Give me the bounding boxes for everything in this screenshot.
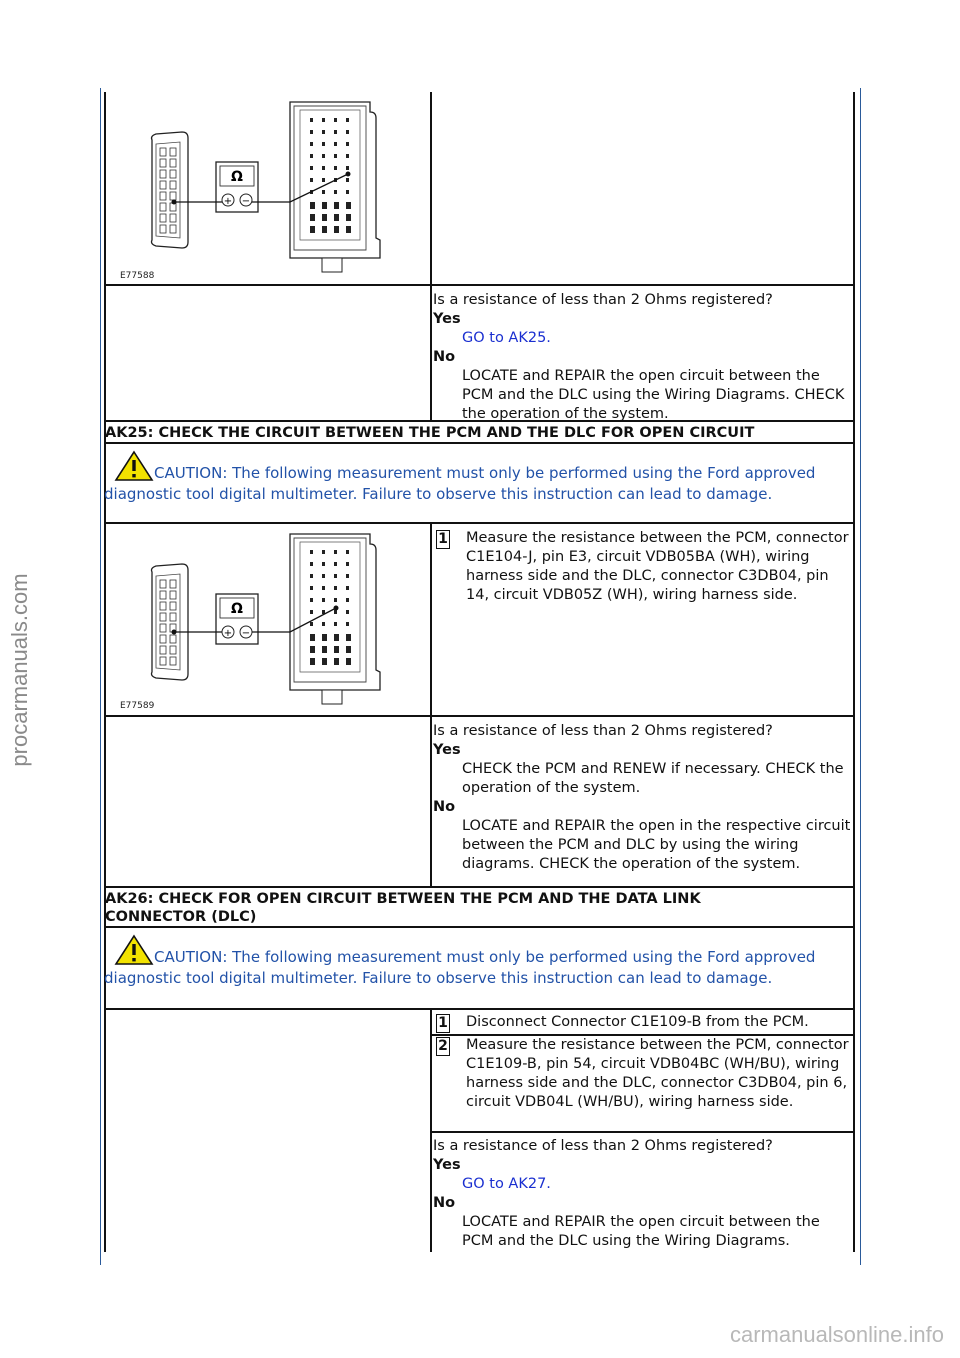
result-cell (432, 1137, 855, 1251)
warning-triangle-icon (114, 934, 154, 966)
step-item (432, 1013, 855, 1032)
ak25-heading: AK25: CHECK THE CIRCUIT BETWEEN THE PCM AND THE DLC FOR OPEN CIRCUIT (105, 425, 755, 441)
caution-text: CAUTION: The following measurement must only be performed using the Ford approved diagnostic tool digital multimeter. Failure to observe this instruction can lead to damage. (104, 464, 816, 503)
fig1-row (104, 92, 855, 286)
step-item (432, 529, 855, 605)
no-label: No (433, 1195, 456, 1211)
no-label: No (433, 799, 456, 815)
warning-triangle-icon (114, 450, 154, 482)
yes-label: Yes (433, 742, 461, 758)
ak26-step1-row (104, 1010, 855, 1034)
caution-text: CAUTION: The following measurement must only be performed using the Ford approved diagnostic tool digital multimeter. Failure to observe this instruction can lead to damage. (104, 948, 816, 987)
result-question: Is a resistance of less than 2 Ohms registered? (433, 1138, 773, 1154)
ohm-symbol: Ω (231, 169, 243, 185)
multimeter-diagram-2 (104, 524, 430, 715)
ak26-heading: AK26: CHECK FOR OPEN CIRCUIT BETWEEN THE PCM AND THE DATA LINK CONNECTOR (DLC) (105, 891, 701, 925)
ohm-symbol: Ω (231, 601, 243, 617)
caution-block (104, 444, 855, 505)
ak25-result-row (104, 717, 855, 888)
frame-left-blue (100, 88, 101, 1265)
side-watermark-text: procarmanuals.com (7, 573, 32, 767)
multimeter-diagram-1 (104, 92, 430, 284)
step-number: 2 (436, 1037, 450, 1056)
frame-right-blue (860, 88, 861, 1265)
result-cell (432, 722, 855, 874)
plus-terminal: + (223, 628, 233, 639)
yes-label: Yes (433, 311, 461, 327)
ak26-caution-row (104, 928, 855, 1010)
step-cell (432, 1036, 855, 1133)
ak25-caution-row (104, 444, 855, 524)
step-cell (432, 529, 855, 605)
yes-link-ak27[interactable]: GO to AK27. (462, 1176, 551, 1192)
step-text: Disconnect Connector C1E109-B from the PCM. (466, 1014, 809, 1030)
figure-label: E77588 (120, 271, 155, 281)
no-text: LOCATE and REPAIR the open in the respective circuit between the PCM and DLC by using the wiring diagrams. CHECK the operation of the system. (462, 818, 851, 872)
plus-terminal: + (223, 196, 233, 207)
caution-block (104, 928, 855, 989)
step-text: Measure the resistance between the PCM, connector C1E109-B, pin 54, circuit VDB04BC (WH/BU), wiring harness side and the DLC, connector C3DB04, pin 6, circuit VDB04L (WH/BU), wiring harness side. (466, 1037, 849, 1110)
yes-text: CHECK the PCM and RENEW if necessary. CHECK the operation of the system. (462, 761, 844, 796)
minus-terminal: − (241, 628, 251, 639)
ak25-heading-row (104, 422, 855, 444)
step-number: 1 (436, 1014, 450, 1033)
ak26-heading-row (104, 888, 855, 928)
bottom-watermark: carmanualsonline.info (729, 1322, 944, 1347)
no-text: LOCATE and REPAIR the open circuit between the PCM and the DLC using the Wiring Diagrams. (462, 1214, 820, 1249)
step-cell (432, 1013, 855, 1036)
result-cell (432, 291, 855, 424)
step-number: 1 (436, 530, 450, 549)
fig1-diagram (104, 92, 430, 284)
step-text: Measure the resistance between the PCM, connector C1E104-J, pin E3, circuit VDB05BA (WH), wiring harness side and the DLC, connector C3DB04, pin 14, circuit VDB05Z (WH), wiring harness side. (466, 530, 849, 603)
fig2-diagram (104, 524, 430, 715)
ak26-step2-row (104, 1034, 855, 1131)
column-divider (430, 92, 432, 284)
ak25-step-row (104, 524, 855, 717)
no-label: No (433, 349, 456, 365)
side-watermark (2, 560, 38, 780)
no-text: LOCATE and REPAIR the open circuit between the PCM and the DLC using the Wiring Diagrams. CHECK the operation of the system. (462, 368, 845, 422)
ak26-result-row (104, 1131, 855, 1252)
minus-terminal: − (241, 196, 251, 207)
figure-label: E77589 (120, 701, 155, 711)
yes-label: Yes (433, 1157, 461, 1173)
ak24-result-row (104, 286, 855, 422)
yes-link-ak25[interactable]: GO to AK25. (462, 330, 551, 346)
result-question: Is a resistance of less than 2 Ohms registered? (433, 292, 773, 308)
result-question: Is a resistance of less than 2 Ohms registered? (433, 723, 773, 739)
step-item (432, 1036, 855, 1112)
